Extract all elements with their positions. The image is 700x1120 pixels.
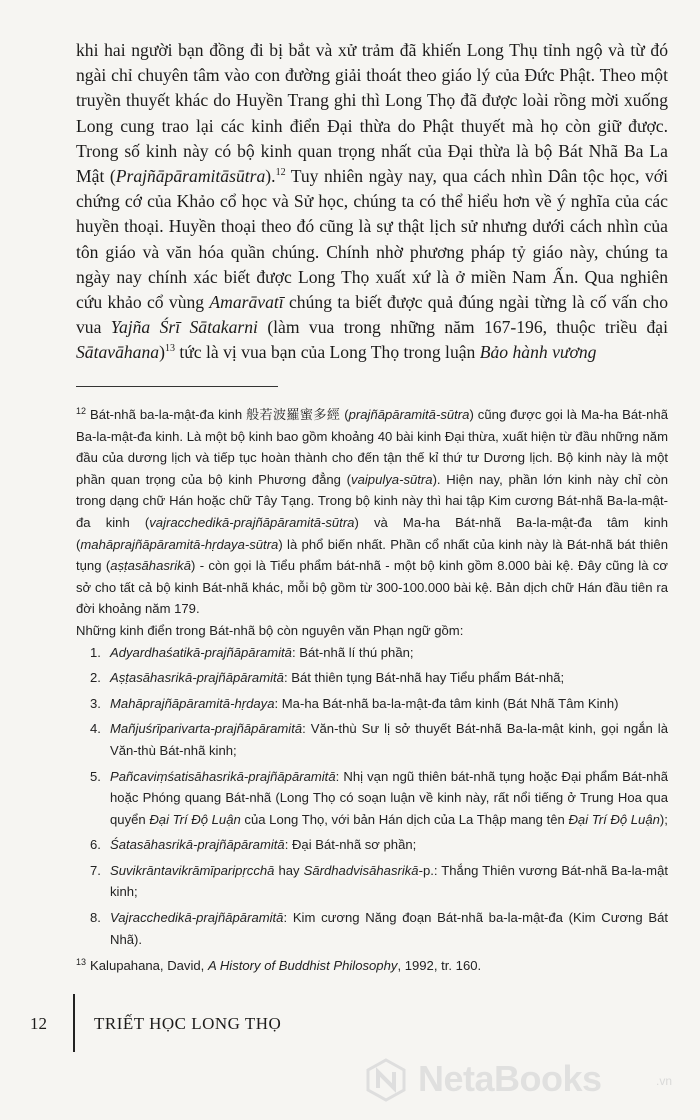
footnotes [76,404,668,977]
footnote-separator [76,386,278,387]
footnote-ref-12[interactable]: 12 [275,167,286,179]
footnote-13: $^{13}$ Kalupahana, David, A History of Buddhist Philosophy, 1992, tr. 160. [76,956,482,974]
footnote-ref-13[interactable]: 13 [164,343,175,355]
body-text [76,38,668,366]
list-intro: Những kinh điển trong Bát-nhã bộ còn nguyên văn Phạn ngữ gồm: [76,622,464,638]
list-item: 5. Pañcaviṃśatisāhasrikā-prajñāpāramitā: Nhị vạn ngũ thiên bát-nhã tụng hoặc Đại phẩm Bát-nhã hoặc Phóng quang Bát-nhã (Long Thọ có soạn luận về kinh này, rất nổi tiếng ở Trung Hoa qua quyển Đại Trí Độ Luận của Long Thọ, với bản Hán dịch của La Thập mang tên Đại Trí Độ Luận); [90,768,668,827]
sutra-list [76,642,668,951]
footer-divider [73,994,75,1052]
netabooks-logo-icon [364,1058,408,1102]
body-paragraph: khi hai người bạn đồng đi bị bắt và xử trảm đã khiến Long Thụ tỉnh ngộ và từ đó ngài chỉ chuyên tâm vào con đường giải thoát theo giáo lý của Đức Phật. Theo một truyền thuyết khác do Huyền Trang ghi thì Long Thọ đã được loài rồng mời xuống Long cung trao lại các kinh điển Đại thừa do Phật thuyết mà họ còn giữ được. Trong số kinh này có bộ kinh quan trọng nhất của Đại thừa là bộ Bát Nhã Ba La Mật (Prajñāpāramitāsūtra).$^{12}$ Tuy nhiên ngày nay, qua cách nhìn Dân tộc học, với chứng cớ của Khảo cổ học và Sử học, chúng ta có thể hiểu hơn về ý nghĩa của các huyền thoại. Huyền thoại theo đó cũng là sự thật lịch sử nhưng dưới cách nhìn của tôn giáo và văn hóa quần chúng. Chính nhờ phương pháp tỷ giáo này, chúng ta ngày nay chính xác biết được Long Thọ xuất xứ là ở miền Nam Ấn. Qua nghiên cứu khảo cổ vùng Amarāvatī chúng ta biết được quả đúng ngài từng là cố vấn cho vua Yajña Śrī Sātakarni (làm vua trong những năm 167-196, thuộc triều đại Sātavāhana)$^{13}$ tức là vị vua bạn của Long Thọ trong luận Bảo hành vương [76,40,669,363]
list-item: 2. Aṣṭasāhasrikā-prajñāpāramitā: Bát thiên tụng Bát-nhã hay Tiểu phẩm Bát-nhã; [90,670,565,686]
watermark-suffix: .vn [656,1074,673,1088]
list-item: 8. Vajracchedikā-prajñāpāramitā: Kim cương Năng đoạn Bát-nhã ba-la-mật-đa (Kim Cương Bát Nhã). [90,910,668,947]
watermark [364,1054,684,1110]
running-title: TRIẾT HỌC LONG THỌ [94,1014,282,1033]
list-item: 3. Mahāprajñāpāramitā-hṛdaya: Ma-ha Bát-nhã ba-la-mật-đa tâm kinh (Bát Nhã Tâm Kinh) [90,695,619,711]
footnote-12: $^{12}$ Bát-nhã ba-la-mật-đa kinh 般若波羅蜜多經 (prajñāpāramitā-sūtra) cũng được gọi là Ma-ha Bát-nhã Ba-la-mật-đa kinh. Là một bộ kinh bao gồm khoảng 40 bài kinh Đại thừa, xuất hiện từ đầu những năm đầu của dương lịch và tiếp tục hoàn thành cho đến tận thế kỉ thứ tư Dương lịch. Bộ kinh này là một phần quan trọng của bộ kinh Phương đẳng (vaipulya-sūtra). Hiện nay, phần lớn kinh này chỉ còn trong dạng chữ Hán hoặc chữ Tây Tạng. Trong bộ kinh này thì hai tập Kim cương Bát-nhã Ba-la-mật-đa kinh (vajracchedikā-prajñāpāramitā-sūtra) và Ma-ha Bát-nhã Ba-la-mật-đa tâm kinh (mahāprajñāpāramitā-hṛdaya-sūtra) là phổ biến nhất. Phần cổ nhất của kinh này là Bát-nhã bát thiên tụng (aṣṭasāhasrikā) - còn gọi là Tiểu phẩm bát-nhã - một bộ kinh gồm 8.000 bài kệ. Đây cũng là cơ sở cho tất cả bộ kinh Bát-nhã khác, mỗi bộ gồm từ 300-100.000 bài kệ. Bản dịch chữ Hán đầu tiên ra đời khoảng năm 179. [76,405,669,617]
list-item: 4. Mañjuśrīparivarta-prajñāpāramitā: Văn-thù Sư lị sở thuyết Bát-nhã Ba-la-mật kinh, gọi ngắn là Văn-thù Bát-nhã kinh; [90,721,668,758]
watermark-brand: NetaBooks [418,1058,602,1099]
page-number: 12 [30,1014,47,1033]
list-item: 7. Suvikrāntavikrāmīparipṛcchā hay Sārdhadvisāhasrikā-p.: Thắng Thiên vương Bát-nhã Ba-la-mật kinh; [90,862,669,900]
list-item: 1. Adyardhaśatikā-prajñāpāramitā: Bát-nhã lí thú phần; [90,644,414,660]
list-item: 6. Śatasāhasrikā-prajñāpāramitā: Đại Bát-nhã sơ phần; [90,837,417,853]
